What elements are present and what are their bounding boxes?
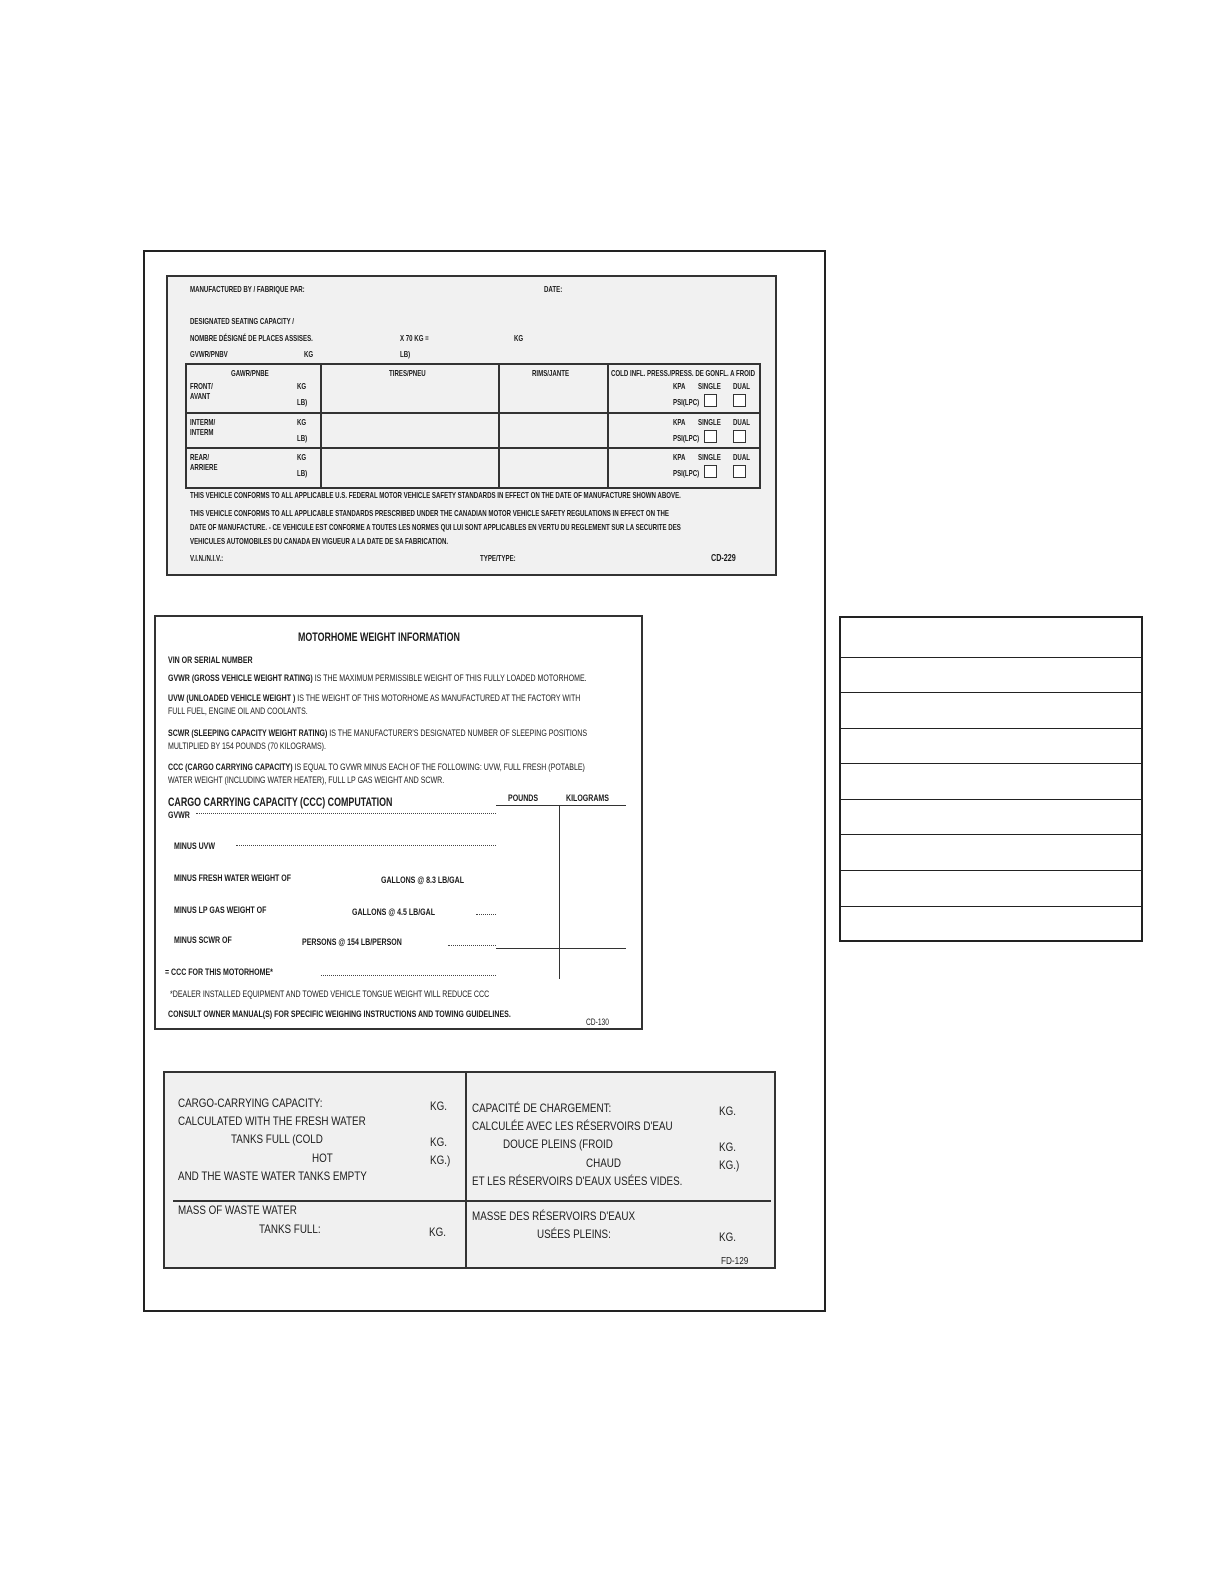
interm-single: SINGLE	[698, 417, 721, 427]
rear-single-checkbox	[704, 465, 717, 478]
front-dual-checkbox	[733, 394, 746, 407]
table-row-divider	[841, 834, 1141, 835]
capacity-fr-4: CHAUD	[586, 1156, 621, 1170]
waste-en-1: MASS OF WASTE WATER	[178, 1203, 297, 1217]
interm-dual-checkbox	[733, 430, 746, 443]
minus-uvw-label: MINUS UVW	[174, 841, 216, 852]
gvwr-line-label: GVWR	[168, 810, 190, 821]
table-row-divider	[841, 728, 1141, 729]
scwr-persons: PERSONS @ 154 LB/PERSON	[302, 937, 402, 948]
capacity-fr-3: DOUCE PLEINS (FROID	[503, 1137, 613, 1151]
interm-kg: KG	[297, 417, 307, 427]
canada-conformance-text-1: THIS VEHICLE CONFORMS TO ALL APPLICABLE STANDARDS PRESCRIBED UNDER THE CANADIAN MOTOR VEHICLE SAFETY REGULATIONS IN EFFECT ON THE	[190, 508, 669, 518]
vin-serial-text: VIN OR SERIAL NUMBER	[168, 655, 253, 666]
capacity-fr-2: CALCULÉE AVEC LES RÉSERVOIRS D'EAU	[472, 1119, 673, 1133]
pounds-header: POUNDS	[508, 793, 539, 804]
rear-psi: PSI(LPC)	[673, 468, 700, 478]
cold-inflation-header: COLD INFL. PRESS./PRESS. DE GONFL. A FROID	[611, 368, 756, 378]
label-code: CD-229	[711, 553, 736, 564]
ccc-result-label: = CCC FOR THIS MOTORHOME*	[165, 967, 273, 978]
minus-lp-gas-label: MINUS LP GAS WEIGHT OF	[174, 905, 267, 916]
gvwr-text: GVWR/PNBV	[190, 349, 228, 359]
rear-kg: KG	[297, 452, 307, 462]
interm-dual: DUAL	[733, 417, 750, 427]
front-kg: KG	[297, 381, 307, 391]
front-single: SINGLE	[698, 381, 721, 391]
waste-en-kg: KG.	[429, 1225, 446, 1239]
minus-scwr-label: MINUS SCWR OF	[174, 935, 232, 946]
times-kg-text: X 70 KG =	[400, 333, 429, 343]
ccc-definition: CCC (CARGO CARRYING CAPACITY) IS EQUAL TO GVWR MINUS EACH OF THE FOLLOWING: UVW, FULL FRESH (POTABLE)	[168, 762, 585, 773]
front-dual: DUAL	[733, 381, 750, 391]
scwr-definition: SCWR (SLEEPING CAPACITY WEIGHT RATING) IS THE MANUFACTURER'S DESIGNATED NUMBER OF SLEEPING POSITIONS	[168, 728, 588, 739]
gvwr-kg-text: KG	[304, 349, 314, 359]
interm-psi: PSI(LPC)	[673, 433, 700, 443]
axle-rating-table	[185, 363, 761, 489]
table-row-divider	[841, 763, 1141, 764]
fresh-water-gallons: GALLONS @ 8.3 LB/GAL	[381, 875, 465, 886]
rear-label: REAR/	[190, 452, 210, 462]
front-label: FRONT/	[190, 381, 213, 391]
rear-lb: LB)	[297, 468, 308, 478]
scwr-definition-2: MULTIPLIED BY 154 POUNDS (70 KILOGRAMS).	[168, 741, 326, 752]
cargo-capacity-label	[163, 1071, 776, 1269]
front-lb: LB)	[297, 397, 308, 407]
table-row-divider	[841, 799, 1141, 800]
waste-fr-kg: KG.	[719, 1230, 736, 1244]
front-kpa: KPA	[673, 381, 686, 391]
capacity-en-5: AND THE WASTE WATER TANKS EMPTY	[178, 1169, 367, 1183]
interm-label-fr: INTERM	[190, 427, 214, 437]
capacity-fr-kg-2: KG.	[719, 1140, 736, 1154]
uvw-definition-2: FULL FUEL, ENGINE OIL AND COOLANTS.	[168, 706, 308, 717]
gvwr-lb-text: LB)	[400, 349, 411, 359]
capacity-en-4: HOT	[312, 1151, 333, 1165]
front-psi: PSI(LPC)	[673, 397, 700, 407]
capacity-en-kg-1: KG.	[430, 1099, 447, 1113]
ccc-computation-title: CARGO CARRYING CAPACITY (CCC) COMPUTATION	[168, 795, 393, 809]
certification-label	[166, 275, 777, 576]
canada-conformance-text-2: DATE OF MANUFACTURE. - CE VEHICULE EST CONFORME A TOUTES LES NORMES QUI LUI SONT APPLICABLES EN VERTU DU REGLEMENT SUR LA SECURITE DES	[190, 522, 681, 532]
front-single-checkbox	[704, 394, 717, 407]
seating-text-1: DESIGNATED SEATING CAPACITY /	[190, 316, 294, 326]
rims-header: RIMS/JANTE	[532, 368, 570, 378]
dealer-note: *DEALER INSTALLED EQUIPMENT AND TOWED VEHICLE TONGUE WEIGHT WILL REDUCE CCC	[170, 989, 490, 1000]
interm-label: INTERM/	[190, 417, 216, 427]
motorhome-weight-label	[154, 615, 643, 1030]
capacity-en-kg-2: KG.	[430, 1135, 447, 1149]
table-row-divider	[841, 870, 1141, 871]
capacity-en-kg-3: KG.)	[430, 1153, 451, 1167]
interm-lb: LB)	[297, 433, 308, 443]
weight-info-title: MOTORHOME WEIGHT INFORMATION	[298, 630, 460, 644]
label-code: CD-130	[586, 1017, 609, 1027]
gawr-header: GAWR/PNBE	[231, 368, 269, 378]
label-code: FD-129	[721, 1256, 749, 1267]
capacity-fr-kg-3: KG.)	[719, 1158, 740, 1172]
table-row-divider	[841, 657, 1141, 658]
gvwr-definition: GVWR (GROSS VEHICLE WEIGHT RATING) IS THE MAXIMUM PERMISSIBLE WEIGHT OF THIS FULLY LOADED MOTORHOME.	[168, 673, 587, 684]
avant-label: AVANT	[190, 391, 211, 401]
type-text: TYPE/TYPE:	[480, 553, 516, 563]
capacity-fr-kg-1: KG.	[719, 1104, 736, 1118]
rear-dual-checkbox	[733, 465, 746, 478]
rear-kpa: KPA	[673, 452, 686, 462]
seating-text-2: NOMBRE DÉSIGNÉ DE PLACES ASSISES.	[190, 333, 313, 343]
interm-single-checkbox	[704, 430, 717, 443]
waste-en-2: TANKS FULL:	[259, 1222, 321, 1236]
table-row-divider	[841, 906, 1141, 907]
capacity-en-3: TANKS FULL (COLD	[231, 1132, 323, 1146]
capacity-fr-1: CAPACITÉ DE CHARGEMENT:	[472, 1101, 612, 1115]
manufactured-by-text: MANUFACTURED BY / FABRIQUE PAR:	[190, 284, 305, 294]
ccc-definition-2: WATER WEIGHT (INCLUDING WATER HEATER), FULL LP GAS WEIGHT AND SCWR.	[168, 775, 445, 786]
rear-dual: DUAL	[733, 452, 750, 462]
vin-text: V.I.N./N.I.V.:	[190, 553, 224, 563]
rear-single: SINGLE	[698, 452, 721, 462]
capacity-en-1: CARGO-CARRYING CAPACITY:	[178, 1096, 323, 1110]
interm-kpa: KPA	[673, 417, 686, 427]
canada-conformance-text-3: VEHICULES AUTOMOBILES DU CANADA EN VIGUEUR A LA DATE DE SA FABRICATION.	[190, 536, 449, 546]
date-text: DATE:	[544, 284, 563, 294]
us-conformance-text: THIS VEHICLE CONFORMS TO ALL APPLICABLE U.S. FEDERAL MOTOR VEHICLE SAFETY STANDARDS IN EFFECT ON THE DATE OF MANUFACTURE SHOWN ABOVE.	[190, 490, 681, 500]
lp-gas-gallons: GALLONS @ 4.5 LB/GAL	[352, 907, 436, 918]
blank-record-table	[839, 616, 1143, 942]
waste-fr-2: USÉES PLEINS:	[537, 1227, 611, 1241]
table-row-divider	[841, 692, 1141, 693]
waste-fr-1: MASSE DES RÉSERVOIRS D'EAUX	[472, 1209, 636, 1223]
arriere-label: ARRIERE	[190, 462, 218, 472]
consult-note: CONSULT OWNER MANUAL(S) FOR SPECIFIC WEIGHING INSTRUCTIONS AND TOWING GUIDELINES.	[168, 1009, 511, 1020]
uvw-definition: UVW (UNLOADED VEHICLE WEIGHT ) IS THE WEIGHT OF THIS MOTORHOME AS MANUFACTURED AT THE FACTORY WITH	[168, 693, 581, 704]
capacity-fr-5: ET LES RÉSERVOIRS D'EAUX USÉES VIDES.	[472, 1174, 683, 1188]
capacity-en-2: CALCULATED WITH THE FRESH WATER	[178, 1114, 366, 1128]
kilograms-header: KILOGRAMS	[566, 793, 609, 804]
kg-text: KG	[514, 333, 524, 343]
minus-fresh-water-label: MINUS FRESH WATER WEIGHT OF	[174, 873, 292, 884]
tires-header: TIRES/PNEU	[389, 368, 426, 378]
